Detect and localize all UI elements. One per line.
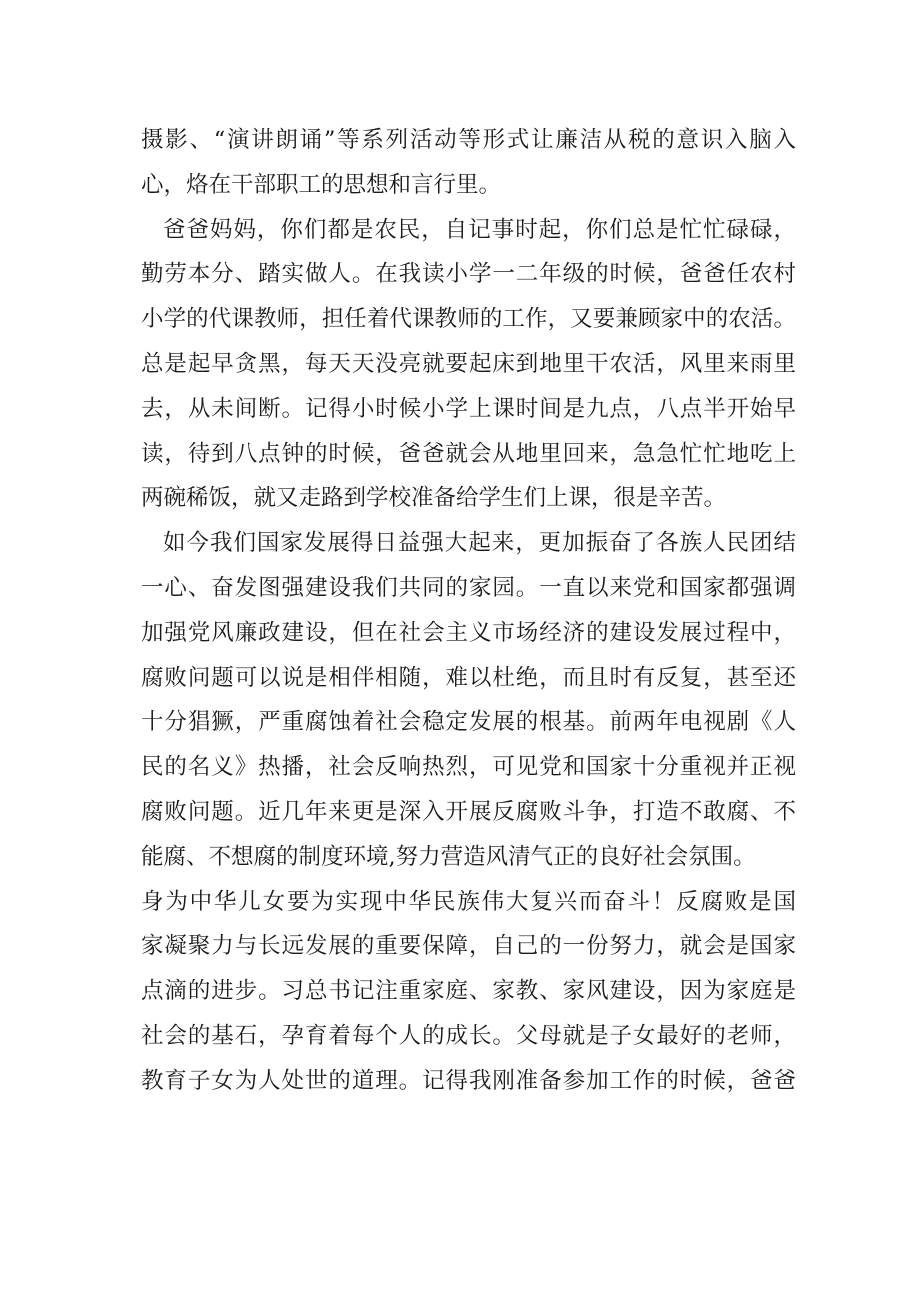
text-line-3: 爸爸妈妈，你们都是农民，自记事时起，你们总是忙忙碌碌， <box>163 216 796 243</box>
body-text <box>141 118 796 1104</box>
text-line-17: 能腐、不想腐的制度环境,努力营造风清气正的良好社会氛围。 <box>141 843 756 870</box>
text-line-22: 教育子女为人处世的道理。记得我刚准备参加工作的时候，爸爸 <box>141 1067 796 1094</box>
text-line-8: 读，待到八点钟的时候，爸爸就会从地里回来，急急忙忙地吃上 <box>141 440 796 467</box>
text-line-12: 加强党风廉政建设，但在社会主义市场经济的建设发展过程中， <box>141 619 796 646</box>
text-line-10: 如今我们国家发展得日益强大起来，更加振奋了各族人民团结 <box>163 530 796 557</box>
text-line-2: 心，烙在干部职工的思想和言行里。 <box>141 171 502 198</box>
text-line-18: 身为中华儿女要为实现中华民族伟大复兴而奋斗！反腐败是国 <box>141 888 796 915</box>
text-line-15: 民的名义》热播，社会反响热烈，可见党和国家十分重视并正视 <box>141 754 796 781</box>
text-line-19: 家凝聚力与长远发展的重要保障，自己的一份努力，就会是国家 <box>141 933 796 960</box>
text-line-5: 小学的代课教师，担任着代课教师的工作，又要兼顾家中的农活。 <box>141 306 796 333</box>
text-line-9: 两碗稀饭，就又走路到学校准备给学生们上课，很是辛苦。 <box>141 485 727 512</box>
text-line-1: 摄影、“演讲朗诵”等系列活动等形式让廉洁从税的意识入脑入 <box>141 127 796 153</box>
text-line-7: 去，从未间断。记得小时候小学上课时间是九点，八点半开始早 <box>141 395 796 422</box>
text-line-14: 十分猖獗，严重腐蚀着社会稳定发展的根基。前两年电视剧《人 <box>141 709 796 736</box>
text-line-16: 腐败问题。近几年来更是深入开展反腐败斗争，打造不敢腐、不 <box>141 798 796 825</box>
text-line-21: 社会的基石，孕育着每个人的成长。父母就是子女最好的老师， <box>141 1022 796 1049</box>
text-line-11: 一心、奋发图强建设我们共同的家园。一直以来党和国家都强调 <box>141 574 796 601</box>
text-line-4: 勤劳本分、踏实做人。在我读小学一二年级的时候，爸爸任农村 <box>141 261 796 288</box>
text-line-6: 总是起早贪黑，每天天没亮就要起床到地里干农活，风里来雨里 <box>141 350 796 377</box>
text-line-20: 点滴的进步。习总书记注重家庭、家教、家风建设，因为家庭是 <box>141 978 796 1005</box>
text-line-13: 腐败问题可以说是相伴相随，难以杜绝，而且时有反复，甚至还 <box>141 664 796 691</box>
